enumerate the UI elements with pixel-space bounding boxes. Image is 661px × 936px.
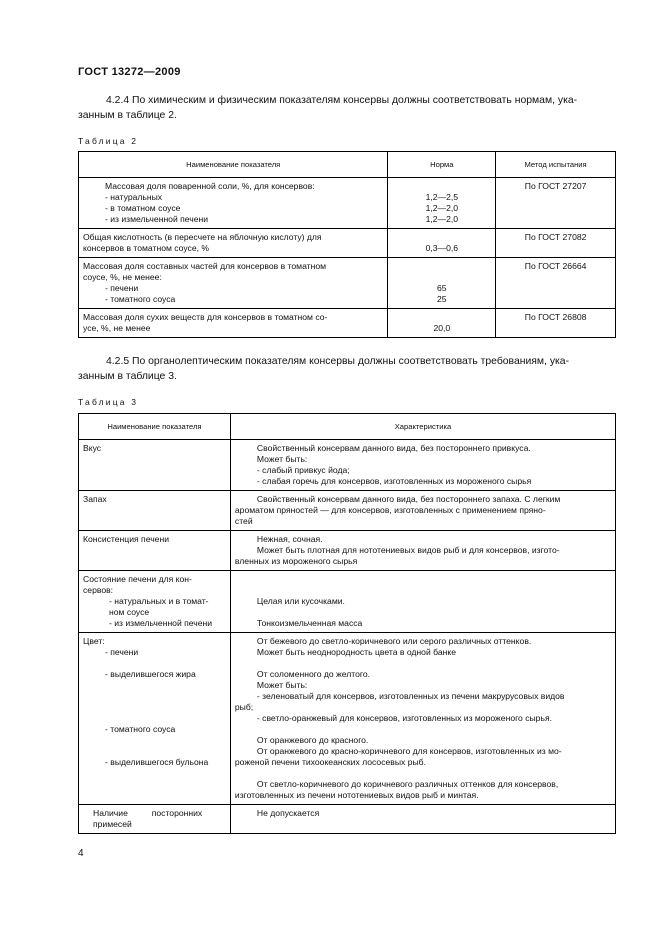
table2-caption: Таблица 2 xyxy=(78,136,139,146)
table-header-row xyxy=(79,414,616,440)
table-row xyxy=(79,571,616,633)
document-header: ГОСТ 13272—2009 xyxy=(78,66,181,78)
paragraph-4-2-5 xyxy=(78,355,616,384)
paragraph-4-2-4 xyxy=(78,94,616,123)
method-cell: По ГОСТ 27082 xyxy=(496,229,616,258)
table-row xyxy=(79,491,616,531)
norm-cell: 1,2—2,5 1,2—2,0 1,2—2,0 xyxy=(388,178,496,229)
table-3 xyxy=(78,413,616,834)
indicator-cell: Массовая доля поваренной соли, %, для консервов: - натуральных - в томатном соусе - из измельченной печени xyxy=(79,178,388,229)
characteristic-cell: Целая или кусочками. Тонкоизмельченная масса xyxy=(230,571,615,633)
column-header: Наименование показателя xyxy=(79,152,388,178)
table-row xyxy=(79,178,616,229)
table-row xyxy=(79,229,616,258)
indicator-cell: Общая кислотность (в пересчете на яблочную кислоту) для консервов в томатном соусе, % xyxy=(79,229,388,258)
column-header: Характеристика xyxy=(230,414,615,440)
column-header: Норма xyxy=(388,152,496,178)
indicator-cell: Цвет: - печени - выделившегося жира - томатного соуса - выделившегося бульона xyxy=(79,633,231,805)
indicator-cell: Наличие посторонних примесей xyxy=(79,805,231,834)
characteristic-cell: Нежная, сочная. Может быть плотная для нототениевых видов рыб и для консервов, изгото- вленных из мороженого сырья xyxy=(230,531,615,571)
characteristic-cell: Свойственный консервам данного вида, без постороннего запаха. С легким ароматом пряностей — для консервов, изготовленных с применением пряно- стей xyxy=(230,491,615,531)
characteristic-cell: Свойственный консервам данного вида, без постороннего привкуса. Может быть: - слабый привкус йода; - слабая горечь для консервов, изготовленных из мороженого сырья xyxy=(230,440,615,491)
method-cell: По ГОСТ 26808 xyxy=(496,309,616,338)
paragraph-line: 4.2.4 По химическим и физическим показателям консервы должны соответствовать нормам, ука- xyxy=(106,95,578,106)
indicator-cell: Консистенция печени xyxy=(79,531,231,571)
norm-cell: 20,0 xyxy=(388,309,496,338)
paragraph-line: занным в таблице 2. xyxy=(78,109,177,121)
table3-caption: Таблица 3 xyxy=(78,397,139,407)
table-row xyxy=(79,258,616,309)
indicator-cell: Массовая доля составных частей для консервов в томатном соусе, %, не менее: - печени - томатного соуса xyxy=(79,258,388,309)
indicator-cell: Запах xyxy=(79,491,231,531)
characteristic-cell: Не допускается xyxy=(230,805,615,834)
table-row xyxy=(79,805,616,834)
table-header-row xyxy=(79,152,616,178)
table-row xyxy=(79,531,616,571)
column-header: Метод испытания xyxy=(496,152,616,178)
paragraph-line: 4.2.5 По органолептическим показателям консервы должны соответствовать требованиям, ука- xyxy=(106,356,570,367)
table-row xyxy=(79,309,616,338)
indicator-cell: Вкус xyxy=(79,440,231,491)
table-row xyxy=(79,633,616,805)
norm-cell: 0,3—0,6 xyxy=(388,229,496,258)
page-number: 4 xyxy=(78,848,84,859)
method-cell: По ГОСТ 26664 xyxy=(496,258,616,309)
table-2 xyxy=(78,151,616,338)
paragraph-line: занным в таблице 3. xyxy=(78,370,177,382)
indicator-cell: Массовая доля сухих веществ для консервов в томатном со- усе, %, не менее xyxy=(79,309,388,338)
table-row xyxy=(79,440,616,491)
column-header: Наименование показателя xyxy=(79,414,231,440)
norm-cell: 65 25 xyxy=(388,258,496,309)
indicator-cell: Состояние печени для кон- сервов: - натуральных и в томат- ном соусе - из измельченной печени xyxy=(79,571,231,633)
characteristic-cell: От бежевого до светло-коричневого или серого различных оттенков. Может быть неоднородность цвета в одной банке От соломенного до желтого. Может быть: - зеленоватый для консервов, изготовленных из печени макрурусовых видов рыб; - светло-оранжевый для консервов, изготовленных из мороженого сырья. От оранжевого до красного. От оранжевого до красно-коричневого для консервов, изготовленных из мо- роженой печени тихоокеанских лососевых рыб. От светло-коричневого до коричневого различных оттенков для консервов, изготовленных из печени нототениевых видов рыб и минтая. xyxy=(230,633,615,805)
method-cell: По ГОСТ 27207 xyxy=(496,178,616,229)
